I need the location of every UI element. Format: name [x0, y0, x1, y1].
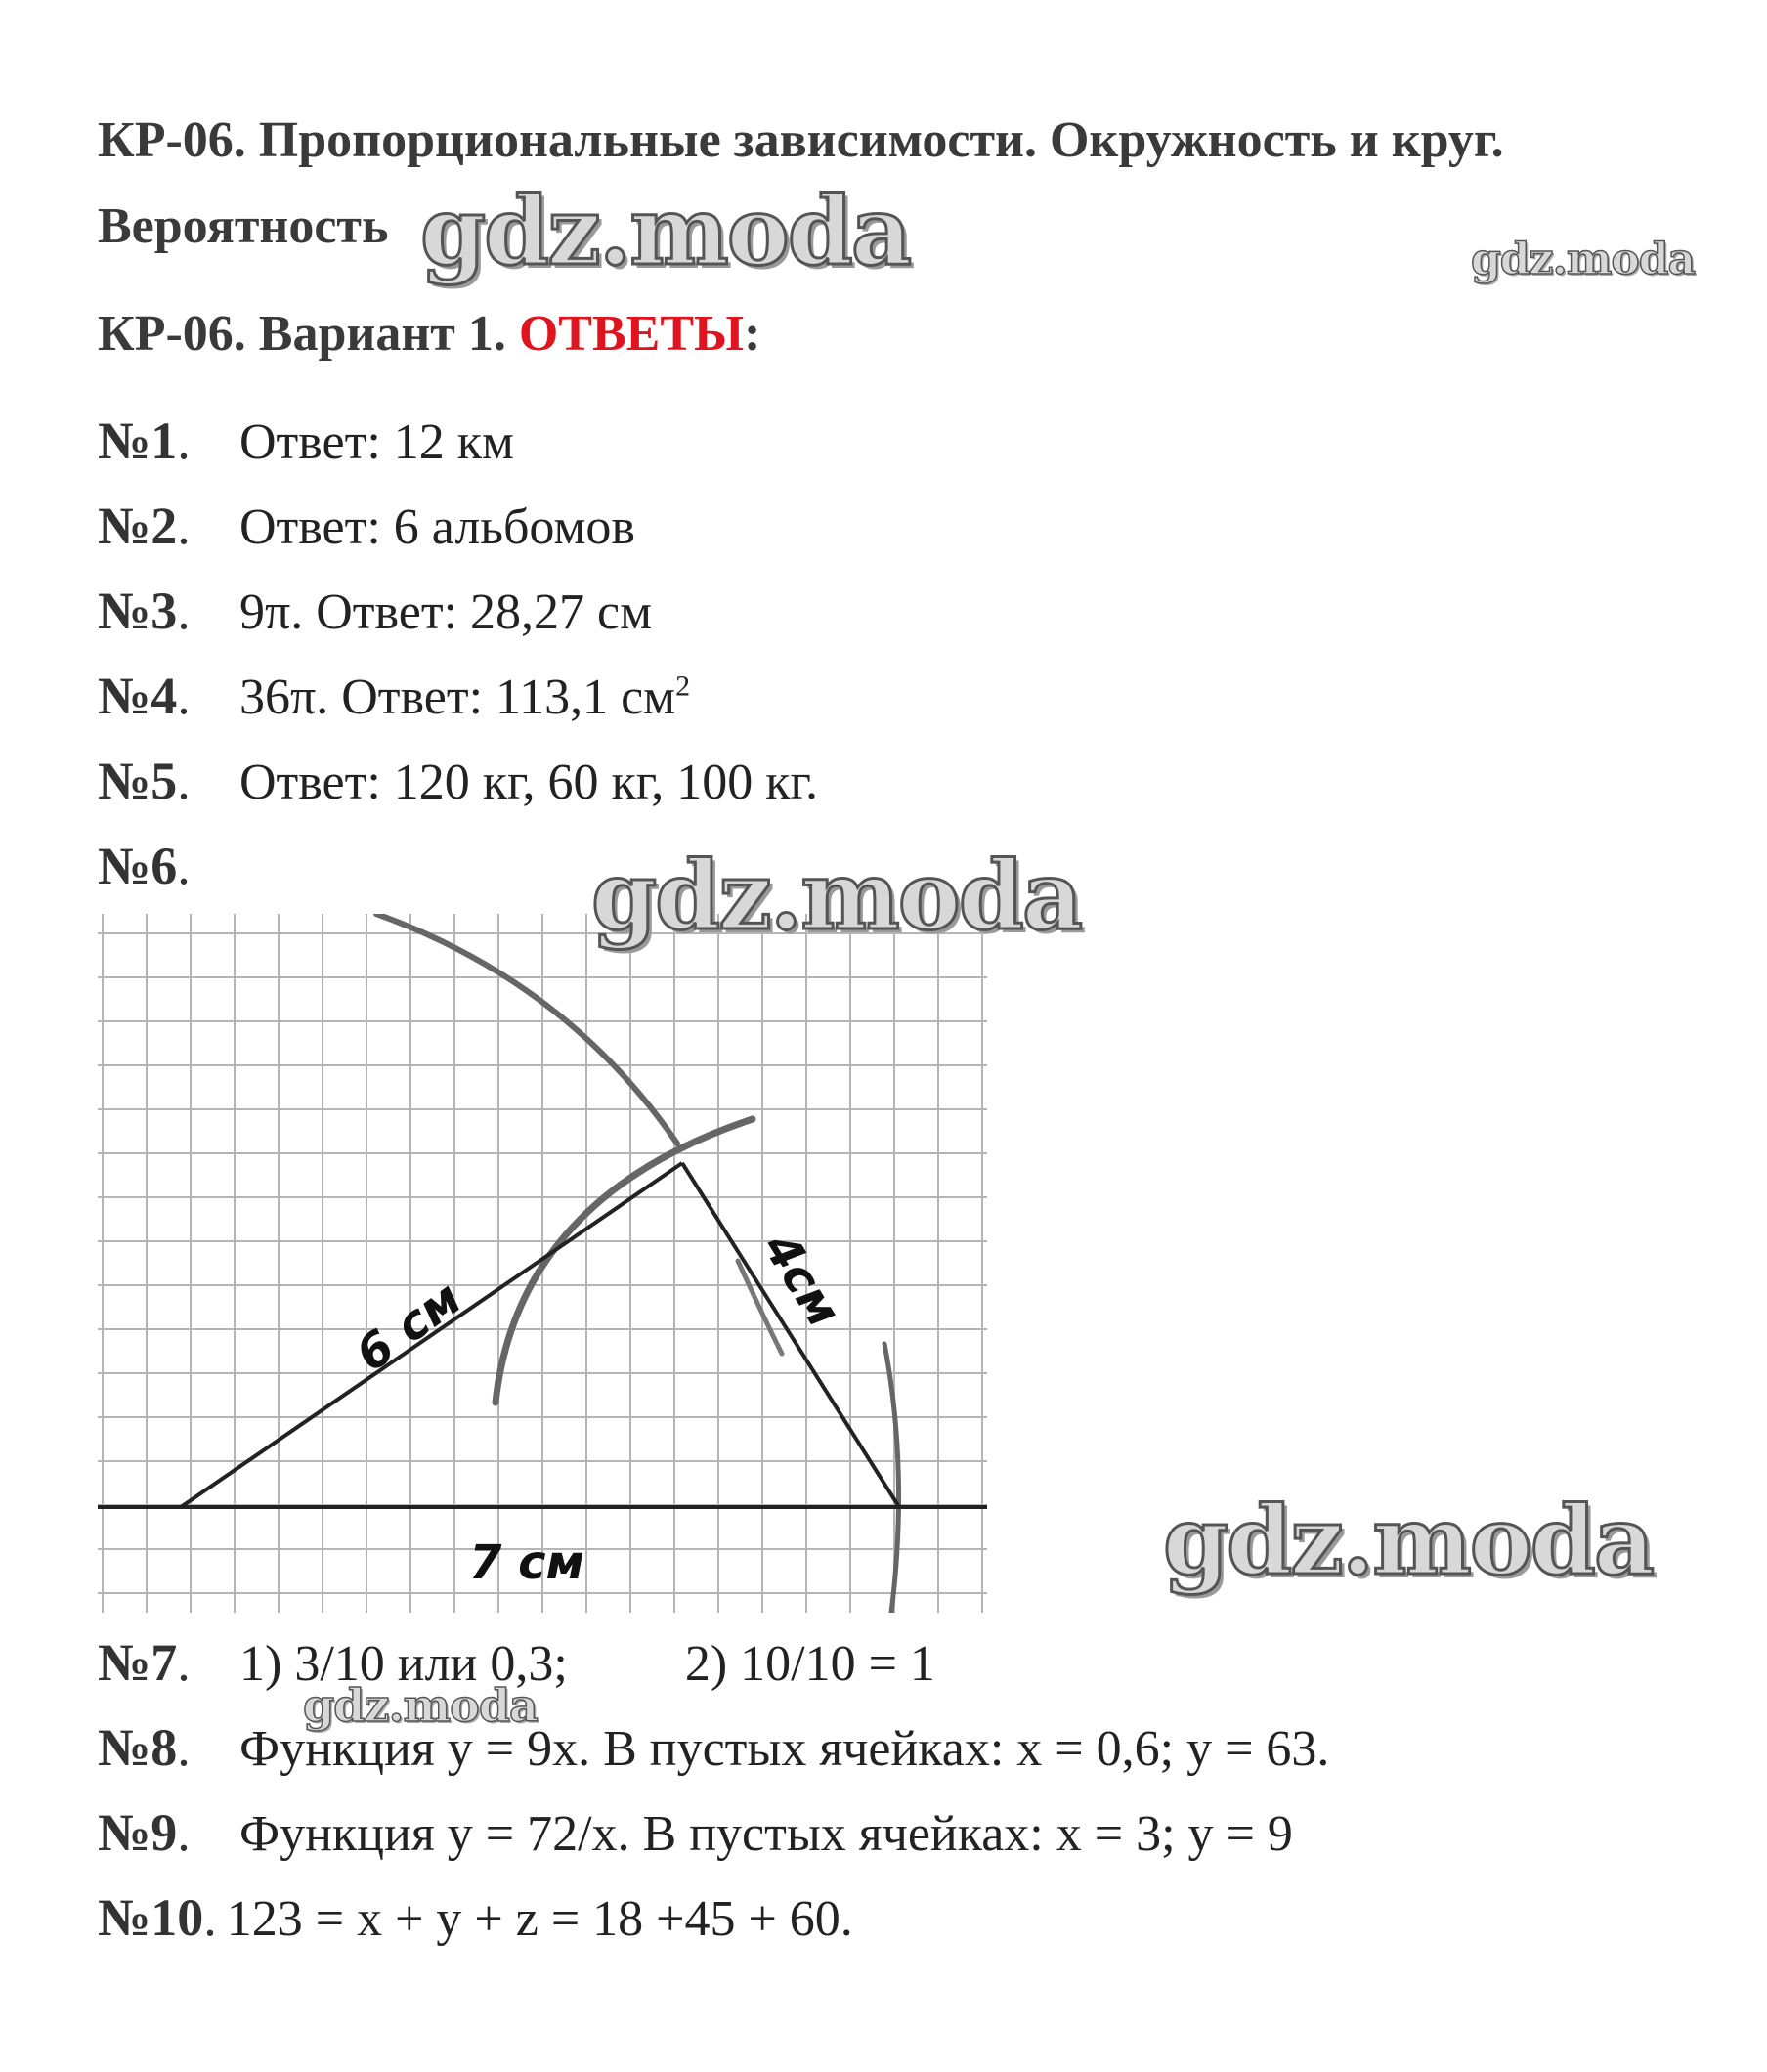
answer-number: №1.	[98, 411, 191, 470]
answer-number: №6.	[98, 837, 191, 895]
variant-suffix: :	[744, 306, 761, 362]
answer-3	[98, 581, 652, 641]
label-side-7cm: 7 см	[469, 1535, 584, 1590]
label-side-6cm: 6 см	[346, 1271, 472, 1383]
answer-text-2: 2) 10/10 = 1	[684, 1636, 935, 1692]
answer-9	[98, 1802, 1293, 1863]
answer-text: 1) 3/10 или 0,3;	[239, 1636, 568, 1692]
triangle-construction-figure	[98, 914, 987, 1613]
answer-number: №9.	[98, 1803, 191, 1862]
variant-heading	[98, 305, 760, 363]
label-side-4cm: 4см	[752, 1223, 851, 1337]
answer-1	[98, 410, 514, 471]
watermark-logo: gdz.moda	[1471, 235, 1696, 284]
watermark-logo: gdz.moda	[1163, 1486, 1654, 1596]
variant-prefix: КР-06. Вариант 1.	[98, 306, 519, 362]
answer-6	[98, 836, 239, 896]
page-title: КР-06. Пропорциональные зависимости. Окружность и круг. Вероятность	[98, 112, 1504, 254]
answer-text: Ответ: 120 кг, 60 кг, 100 кг.	[239, 755, 818, 810]
side-4cm	[682, 1163, 899, 1507]
answer-text: 36π. Ответ: 113,1 см	[239, 669, 676, 725]
watermark-logo: gdz.moda	[591, 841, 1082, 951]
arc-bottom	[884, 1344, 899, 1613]
answer-number: №2.	[98, 496, 191, 555]
answer-text: 9π. Ответ: 28,27 см	[239, 584, 653, 640]
answer-8	[98, 1717, 1329, 1778]
answer-text: 123 = x + y + z = 18 +45 + 60.	[226, 1891, 853, 1947]
answer-number: №7.	[98, 1633, 191, 1692]
arc-radius-6	[496, 1119, 753, 1403]
answer-text: Ответ: 12 км	[239, 414, 514, 470]
answer-2	[98, 496, 635, 556]
answer-number: №3.	[98, 582, 191, 640]
answer-number: №5.	[98, 752, 191, 810]
answer-text: Функция y = 72/x. В пустых ячейках: x = 3; y = 9	[239, 1806, 1293, 1862]
answer-number: №10.	[98, 1888, 217, 1947]
watermark-logo: gdz.moda	[303, 1679, 538, 1732]
answer-number: №4.	[98, 667, 191, 725]
answer-superscript: 2	[675, 669, 691, 703]
answer-text: Ответ: 6 альбомов	[239, 499, 635, 555]
answer-5	[98, 751, 818, 811]
answer-number: №8.	[98, 1718, 191, 1777]
watermark-logo: gdz.moda	[420, 176, 911, 286]
answer-text: Функция y = 9x. В пустых ячейках: x = 0,6; y = 63.	[239, 1721, 1330, 1777]
answer-10	[98, 1887, 853, 1948]
answer-4	[98, 666, 690, 726]
answers-label: ОТВЕТЫ	[518, 306, 745, 362]
